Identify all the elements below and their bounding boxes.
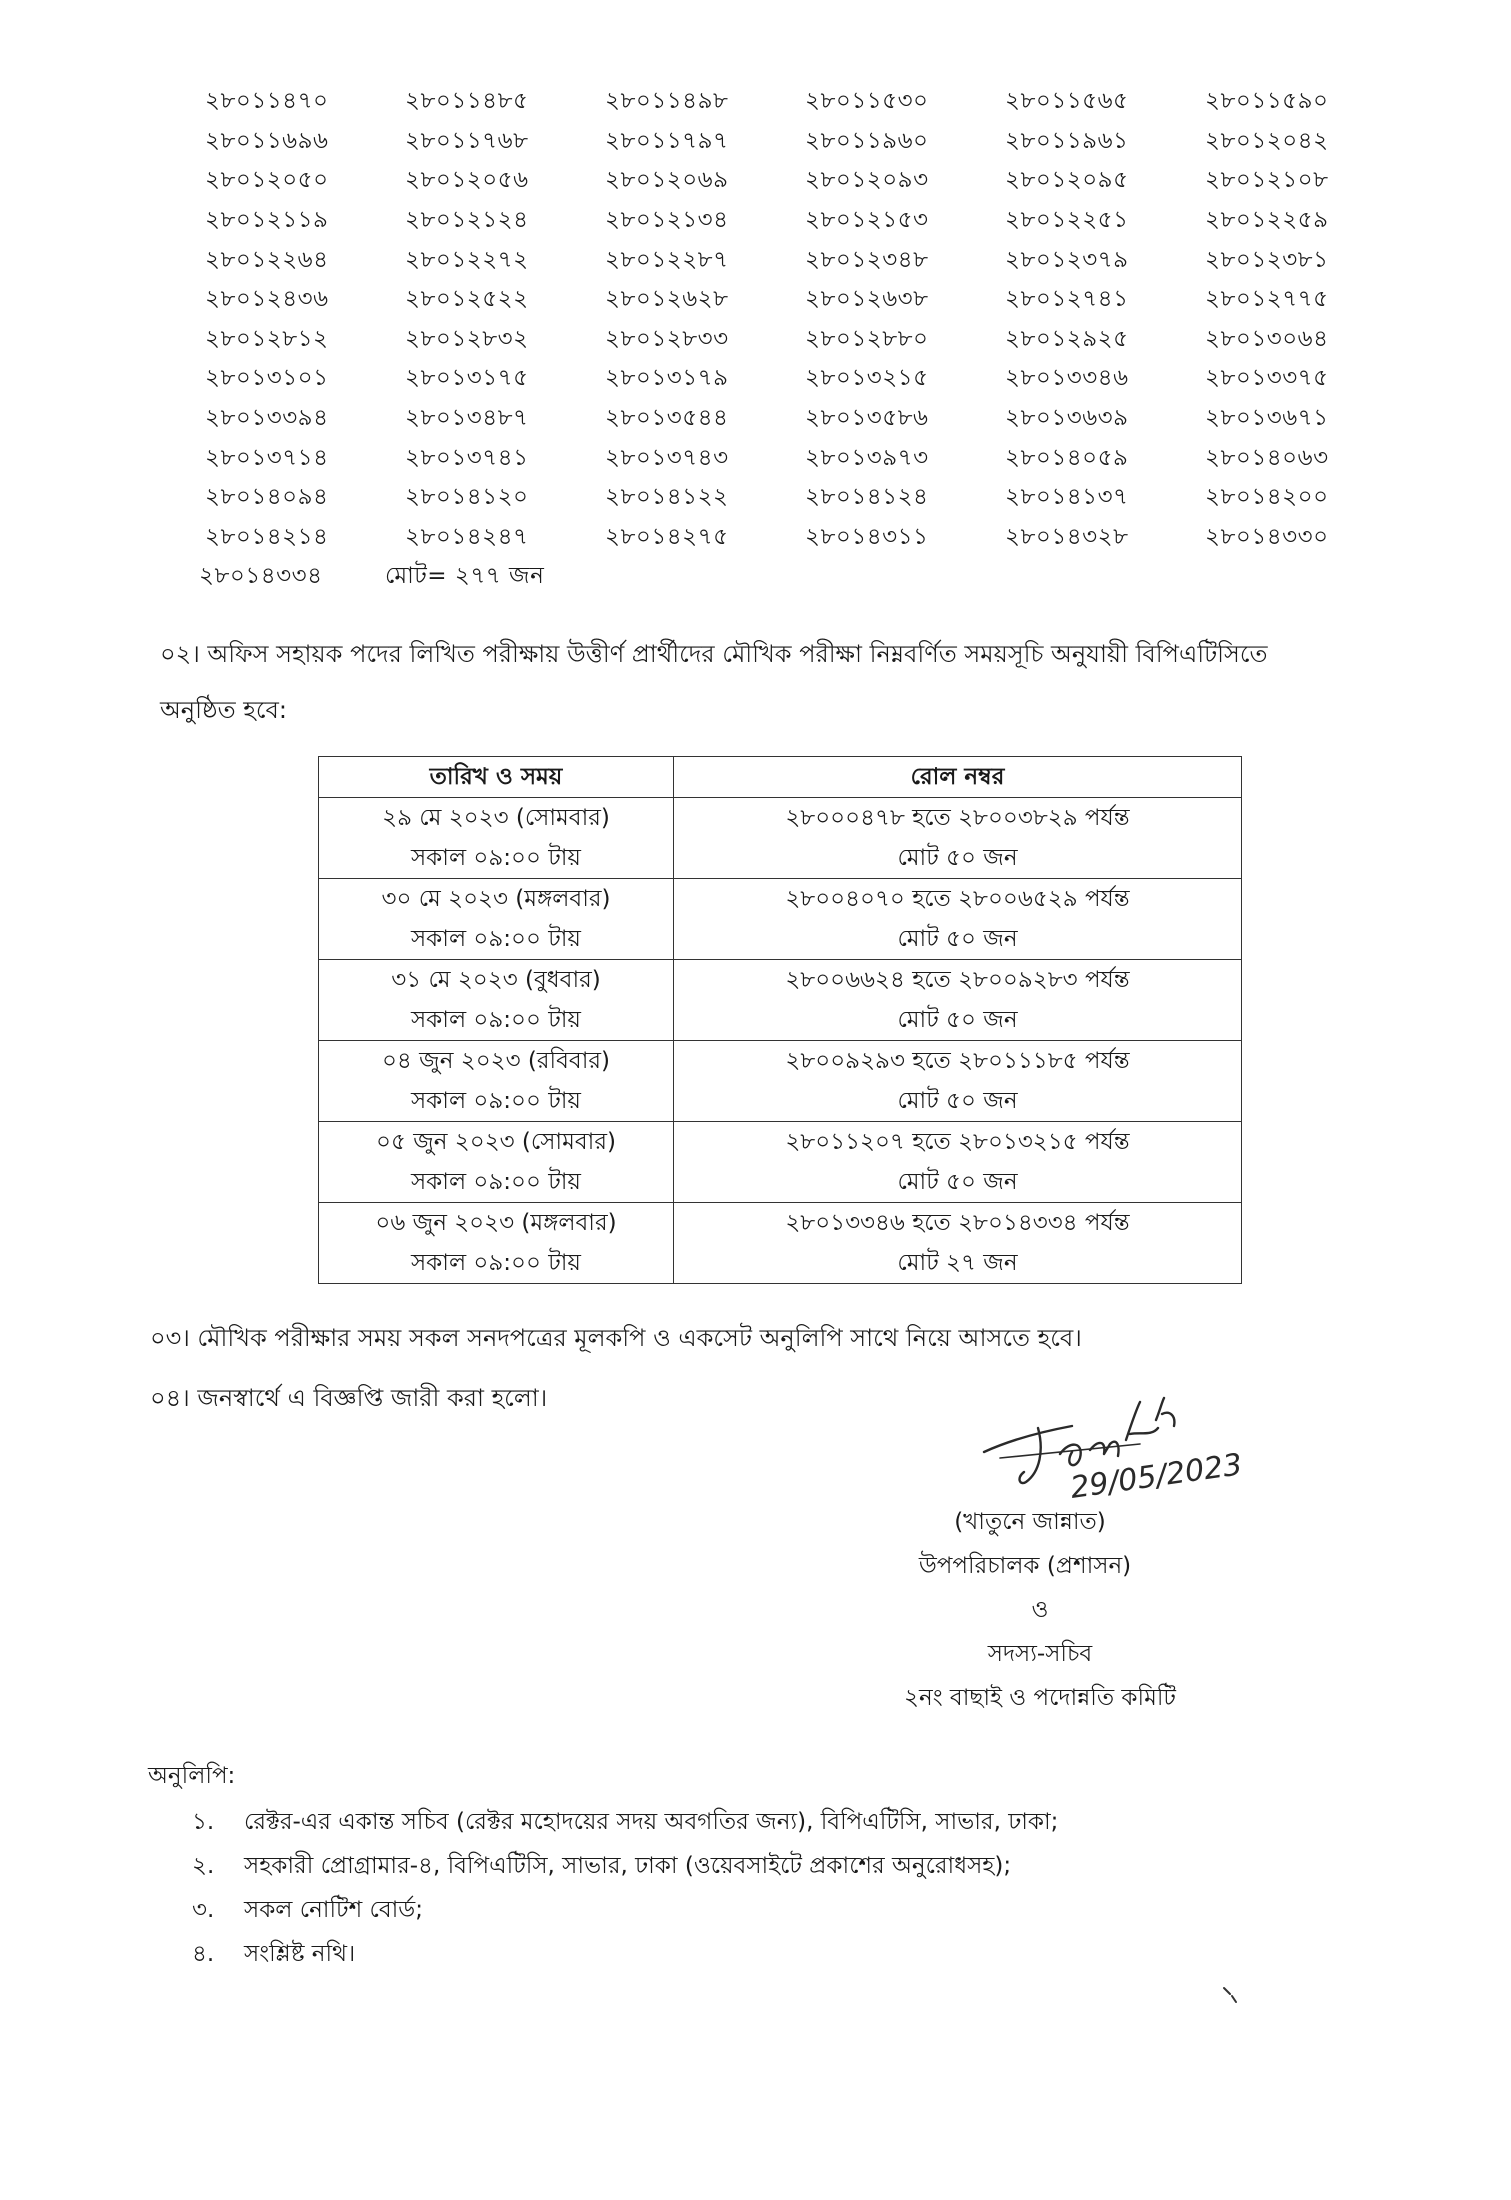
roll-number: ২৮০১২০৫০	[205, 167, 329, 194]
roll-number: ২৮০১২২৮৭	[605, 246, 729, 273]
schedule-date-cell	[319, 1041, 674, 1122]
schedule-roll-cell	[674, 1122, 1242, 1203]
roll-number: ২৮০১৪১২২	[605, 484, 729, 511]
list-item	[148, 1932, 1058, 1976]
roll-number: ২৮০১১৫৩০	[805, 88, 929, 115]
roll-number: ২৮০১৩৬৩৯	[1005, 405, 1129, 432]
roll-row	[205, 161, 1405, 201]
roll-number: ২৮০১১৯৬০	[805, 127, 929, 154]
list-item	[148, 1800, 1058, 1844]
copy-number: ১.	[192, 1809, 215, 1835]
schedule-date: ০৬ জুন ২০২৩ (মঙ্গলবার)	[375, 1210, 617, 1236]
roll-number: ২৮০১১৭৬৮	[405, 127, 529, 154]
roll-row	[205, 399, 1405, 439]
signatory-committee: ২নং বাছাই ও পদোন্নতি কমিটি	[904, 1685, 1176, 1711]
roll-number: ২৮০১২১৫৩	[805, 207, 929, 234]
roll-number: ২৮০১৩১০১	[205, 365, 329, 392]
roll-number: ২৮০১৪২৭৫	[605, 523, 729, 550]
schedule-date: ২৯ মে ২০২৩ (সোমবার)	[382, 805, 610, 831]
schedule-date-cell	[319, 798, 674, 879]
roll-number: ২৮০১২৭৪১	[1005, 286, 1129, 313]
copy-recipient: সকল নোটিশ বোর্ড;	[244, 1897, 423, 1923]
signatory-name: (খাতুনে জান্নাত)	[954, 1509, 1106, 1535]
schedule-count: মোট ২৭ জন	[897, 1250, 1018, 1276]
schedule-roll-range: ২৮০০৪০৭০ হতে ২৮০০৬৫২৯ পর্যন্ত	[785, 886, 1130, 912]
table-row	[319, 798, 1242, 879]
roll-row	[205, 438, 1405, 478]
paragraph-04: ০৪। জনস্বার্থে এ বিজ্ঞপ্তি জারী করা হলো।	[150, 1384, 548, 1412]
roll-number: ২৮০১৩৫৮৬	[805, 405, 929, 432]
roll-row	[205, 82, 1405, 122]
roll-number: ২৮০১১৫৯০	[1205, 88, 1329, 115]
roll-number: ২৮০১৪৩১১	[805, 523, 929, 550]
roll-row	[205, 240, 1405, 280]
roll-number: ২৮০১২৩৭৯	[1005, 246, 1129, 273]
roll-number: ২৮০১২৫২২	[405, 286, 529, 313]
roll-row	[205, 478, 1405, 518]
schedule-roll-range: ২৮০০৬৬২৪ হতে ২৮০০৯২৮৩ পর্যন্ত	[785, 967, 1130, 993]
schedule-count: মোট ৫০ জন	[897, 1007, 1018, 1033]
signatory-designation: উপপরিচালক (প্রশাসন)	[918, 1553, 1132, 1579]
roll-number: ২৮০১২২৭২	[405, 246, 529, 273]
roll-number: ২৮০১৩১৭৫	[405, 365, 529, 392]
roll-number: ২৮০১১৫৬৫	[1005, 88, 1129, 115]
schedule-time: সকাল ০৯:০০ টায়	[410, 845, 581, 871]
roll-row	[205, 320, 1405, 360]
roll-number: ২৮০১৩০৬৪	[1205, 325, 1329, 352]
schedule-time: সকাল ০৯:০০ টায়	[410, 926, 581, 952]
roll-number: ২৮০১২৮৩৩	[605, 325, 729, 352]
roll-row	[205, 122, 1405, 162]
paragraph-02-line-2: অনুষ্ঠিত হবে:	[160, 696, 287, 724]
roll-number: ২৮০১২১৩৪	[605, 207, 729, 234]
schedule-roll-cell	[674, 798, 1242, 879]
header-date-time: তারিখ ও সময়	[319, 757, 674, 798]
roll-number: ২৮০১৪২৪৭	[405, 523, 529, 550]
roll-number: ২৮০১২৮৩২	[405, 325, 529, 352]
table-row	[319, 960, 1242, 1041]
schedule-date-cell	[319, 960, 674, 1041]
copies-list	[148, 1800, 1058, 1976]
header-roll-number: রোল নম্বর	[674, 757, 1242, 798]
schedule-date: ০৫ জুন ২০২৩ (সোমবার)	[376, 1129, 616, 1155]
roll-number: ২৮০১২০৫৬	[405, 167, 529, 194]
roll-number: ২৮০১৪২১৪	[205, 523, 329, 550]
copy-number: ৪.	[192, 1941, 215, 1967]
roll-number: ২৮০১৩৪৮৭	[405, 405, 529, 432]
copy-recipient: রেক্টর-এর একান্ত সচিব (রেক্টর মহোদয়ের সদয় অবগতির জন্য), বিপিএটিসি, সাভার, ঢাকা;	[244, 1809, 1059, 1835]
roll-number: ২৮০১২২৫৯	[1205, 207, 1329, 234]
schedule-time: সকাল ০৯:০০ টায়	[410, 1007, 581, 1033]
table-row	[319, 879, 1242, 960]
roll-number-last: ২৮০১৪৩৩৪	[199, 563, 323, 590]
roll-row	[205, 280, 1405, 320]
roll-total-count: মোট= ২৭৭ জন	[385, 563, 545, 590]
handwritten-signature	[980, 1380, 1300, 1510]
schedule-roll-cell	[674, 1041, 1242, 1122]
roll-number: ২৮০১২১০৮	[1205, 167, 1329, 194]
roll-number: ২৮০১২৩৮১	[1205, 246, 1329, 273]
signature-graphic	[980, 1380, 1300, 1510]
roll-number: ২৮০১৩৭১৪	[205, 444, 329, 471]
schedule-count: মোট ৫০ জন	[897, 1169, 1018, 1195]
roll-number: ২৮০১২০৬৯	[605, 167, 729, 194]
schedule-roll-cell	[674, 879, 1242, 960]
schedule-date-cell	[319, 879, 674, 960]
roll-number-grid	[199, 82, 1405, 597]
roll-number: ২৮০১২৪৩৬	[205, 286, 329, 313]
roll-number: ২৮০১১৪৯৮	[605, 88, 729, 115]
schedule-roll-range: ২৮০০০৪৭৮ হতে ২৮০০৩৮২৯ পর্যন্ত	[785, 805, 1130, 831]
signatory-block	[860, 1500, 1260, 1720]
roll-number: ২৮০১৩১৭৯	[605, 365, 729, 392]
roll-number: ২৮০১৪০৯৪	[205, 484, 329, 511]
schedule-time: সকাল ০৯:০০ টায়	[410, 1088, 581, 1114]
schedule-date-cell	[319, 1122, 674, 1203]
roll-number: ২৮০১৩২১৫	[805, 365, 929, 392]
roll-number: ২৮০১২০৯৫	[1005, 167, 1129, 194]
schedule-roll-range: ২৮০১১২০৭ হতে ২৮০১৩২১৫ পর্যন্ত	[785, 1129, 1130, 1155]
viva-schedule-table	[318, 756, 1242, 1284]
schedule-time: সকাল ০৯:০০ টায়	[410, 1169, 581, 1195]
schedule-roll-range: ২৮০০৯২৯৩ হতে ২৮০১১১৮৫ পর্যন্ত	[785, 1048, 1130, 1074]
roll-number: ২৮০১১৪৮৫	[405, 88, 529, 115]
copy-number: ২.	[192, 1853, 215, 1879]
schedule-time: সকাল ০৯:০০ টায়	[410, 1250, 581, 1276]
roll-number: ২৮০১১৯৬১	[1005, 127, 1129, 154]
roll-number: ২৮০১৩৩৯৪	[205, 405, 329, 432]
signatory-conjunction: ও	[1031, 1597, 1049, 1623]
list-item	[148, 1844, 1058, 1888]
list-item	[148, 1888, 1058, 1932]
copy-recipient: সহকারী প্রোগ্রামার-৪, বিপিএটিসি, সাভার, ঢাকা (ওয়েবসাইটে প্রকাশের অনুরোধসহ);	[244, 1853, 1012, 1879]
roll-number: ২৮০১৪১২৪	[805, 484, 929, 511]
roll-number: ২৮০১৩৯৭৩	[805, 444, 929, 471]
roll-number: ২৮০১১৭৯৭	[605, 127, 729, 154]
copy-recipient: সংশ্লিষ্ট নথি।	[244, 1941, 356, 1967]
copies-title: অনুলিপি:	[148, 1763, 236, 1789]
roll-number: ২৮০১২১২৪	[405, 207, 529, 234]
schedule-date-cell	[319, 1203, 674, 1284]
roll-number: ২৮০১৩৬৭১	[1205, 405, 1329, 432]
schedule-count: মোট ৫০ জন	[897, 1088, 1018, 1114]
roll-row	[205, 201, 1405, 241]
roll-number: ২৮০১২০৪২	[1205, 127, 1329, 154]
roll-number: ২৮০১২২৬৪	[205, 246, 329, 273]
paragraph-02-line-1: ০২। অফিস সহায়ক পদের লিখিত পরীক্ষায় উত্তীর্ণ প্রার্থীদের মৌখিক পরীক্ষা নিম্নবর্ণিত সময়সূচি অনুযায়ী বিপিএটিসিতে	[160, 640, 1268, 668]
table-row	[319, 1041, 1242, 1122]
roll-number: ২৮০১২৯২৫	[1005, 325, 1129, 352]
copy-number: ৩.	[192, 1897, 215, 1923]
schedule-date: ০৪ জুন ২০২৩ (রবিবার)	[381, 1048, 611, 1074]
roll-number: ২৮০১৩৭৪৩	[605, 444, 729, 471]
schedule-date: ৩০ মে ২০২৩ (মঙ্গলবার)	[381, 886, 611, 912]
paragraph-03: ০৩। মৌখিক পরীক্ষার সময় সকল সনদপত্রের মূলকপি ও একসেট অনুলিপি সাথে নিয়ে আসতে হবে।	[150, 1324, 1082, 1352]
roll-number: ২৮০১১৪৭০	[205, 88, 329, 115]
pen-mark-icon	[1220, 1982, 1244, 2006]
roll-number: ২৮০১২৩৪৮	[805, 246, 929, 273]
roll-number: ২৮০১২২৫১	[1005, 207, 1129, 234]
roll-number: ২৮০১৪০৬৩	[1205, 444, 1329, 471]
schedule-roll-cell	[674, 1203, 1242, 1284]
roll-number: ২৮০১২৮৮০	[805, 325, 929, 352]
roll-number: ২৮০১৪১৩৭	[1005, 484, 1129, 511]
roll-row	[205, 359, 1405, 399]
roll-number: ২৮০১২৭৭৫	[1205, 286, 1329, 313]
table-row	[319, 1203, 1242, 1284]
signature-date: 29/05/2023	[1068, 1447, 1245, 1506]
roll-number: ২৮০১৩৭৪১	[405, 444, 529, 471]
roll-number: ২৮০১৪২০০	[1205, 484, 1329, 511]
signatory-role: সদস্য-সচিব	[987, 1641, 1093, 1667]
roll-number: ২৮০১৩৩৭৫	[1205, 365, 1329, 392]
schedule-roll-range: ২৮০১৩৩৪৬ হতে ২৮০১৪৩৩৪ পর্যন্ত	[785, 1210, 1130, 1236]
roll-number: ২৮০১৪৩৩০	[1205, 523, 1329, 550]
roll-number: ২৮০১২৮১২	[205, 325, 329, 352]
schedule-roll-cell	[674, 960, 1242, 1041]
schedule-count: মোট ৫০ জন	[897, 845, 1018, 871]
schedule-count: মোট ৫০ জন	[897, 926, 1018, 952]
roll-row-total	[199, 557, 1405, 597]
schedule-date: ৩১ মে ২০২৩ (বুধবার)	[391, 967, 601, 993]
roll-number: ২৮০১৪৩২৮	[1005, 523, 1129, 550]
roll-number: ২৮০১২৬২৮	[605, 286, 729, 313]
roll-number: ২৮০১১৬৯৬	[205, 127, 329, 154]
roll-number: ২৮০১৩৩৪৬	[1005, 365, 1129, 392]
table-row	[319, 1122, 1242, 1203]
copies-section	[148, 1752, 1058, 1976]
paragraph-02	[160, 626, 1410, 738]
roll-row	[205, 518, 1405, 558]
roll-number: ২৮০১৩৫৪৪	[605, 405, 729, 432]
table-header-row	[319, 757, 1242, 798]
roll-number: ২৮০১২১১৯	[205, 207, 329, 234]
roll-number: ২৮০১৪০৫৯	[1005, 444, 1129, 471]
roll-number: ২৮০১২৬৩৮	[805, 286, 929, 313]
roll-number: ২৮০১৪১২০	[405, 484, 529, 511]
roll-number: ২৮০১২০৯৩	[805, 167, 929, 194]
